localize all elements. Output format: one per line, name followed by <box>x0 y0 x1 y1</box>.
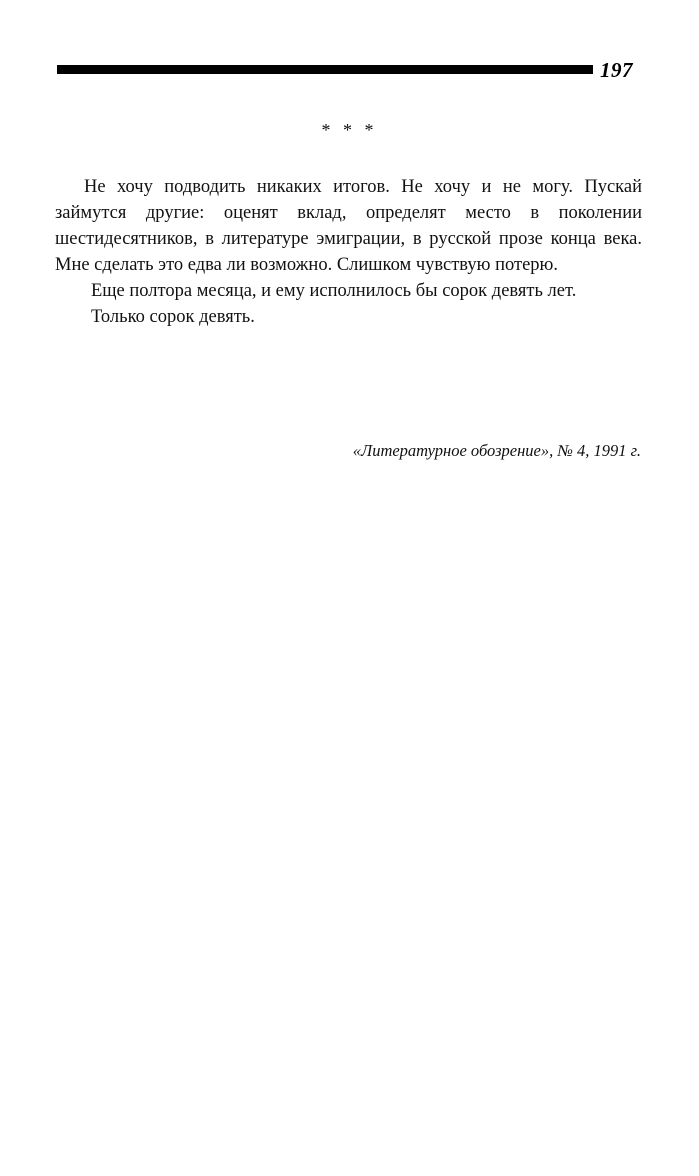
paragraph: Только сорок девять. <box>91 307 255 327</box>
source-citation: «Литературное обозрение», № 4, 1991 г. <box>352 441 641 460</box>
paragraph: Не хочу подводить никаких итогов. Не хочу и не могу. Пускай займутся другие: оценят вклад, определят место в поколении шестидесятников, в литературе эмиграции, в русской прозе конца века. Мне сделать это едва ли возможно. Слишком чувствую потерю. <box>55 177 642 275</box>
paragraph: Еще полтора месяца, и ему исполнилось бы сорок девять лет. <box>91 281 577 301</box>
section-separator: * * * <box>321 120 378 140</box>
header-rule <box>57 65 593 74</box>
body-text <box>55 174 642 330</box>
page-number: 197 <box>600 58 633 82</box>
